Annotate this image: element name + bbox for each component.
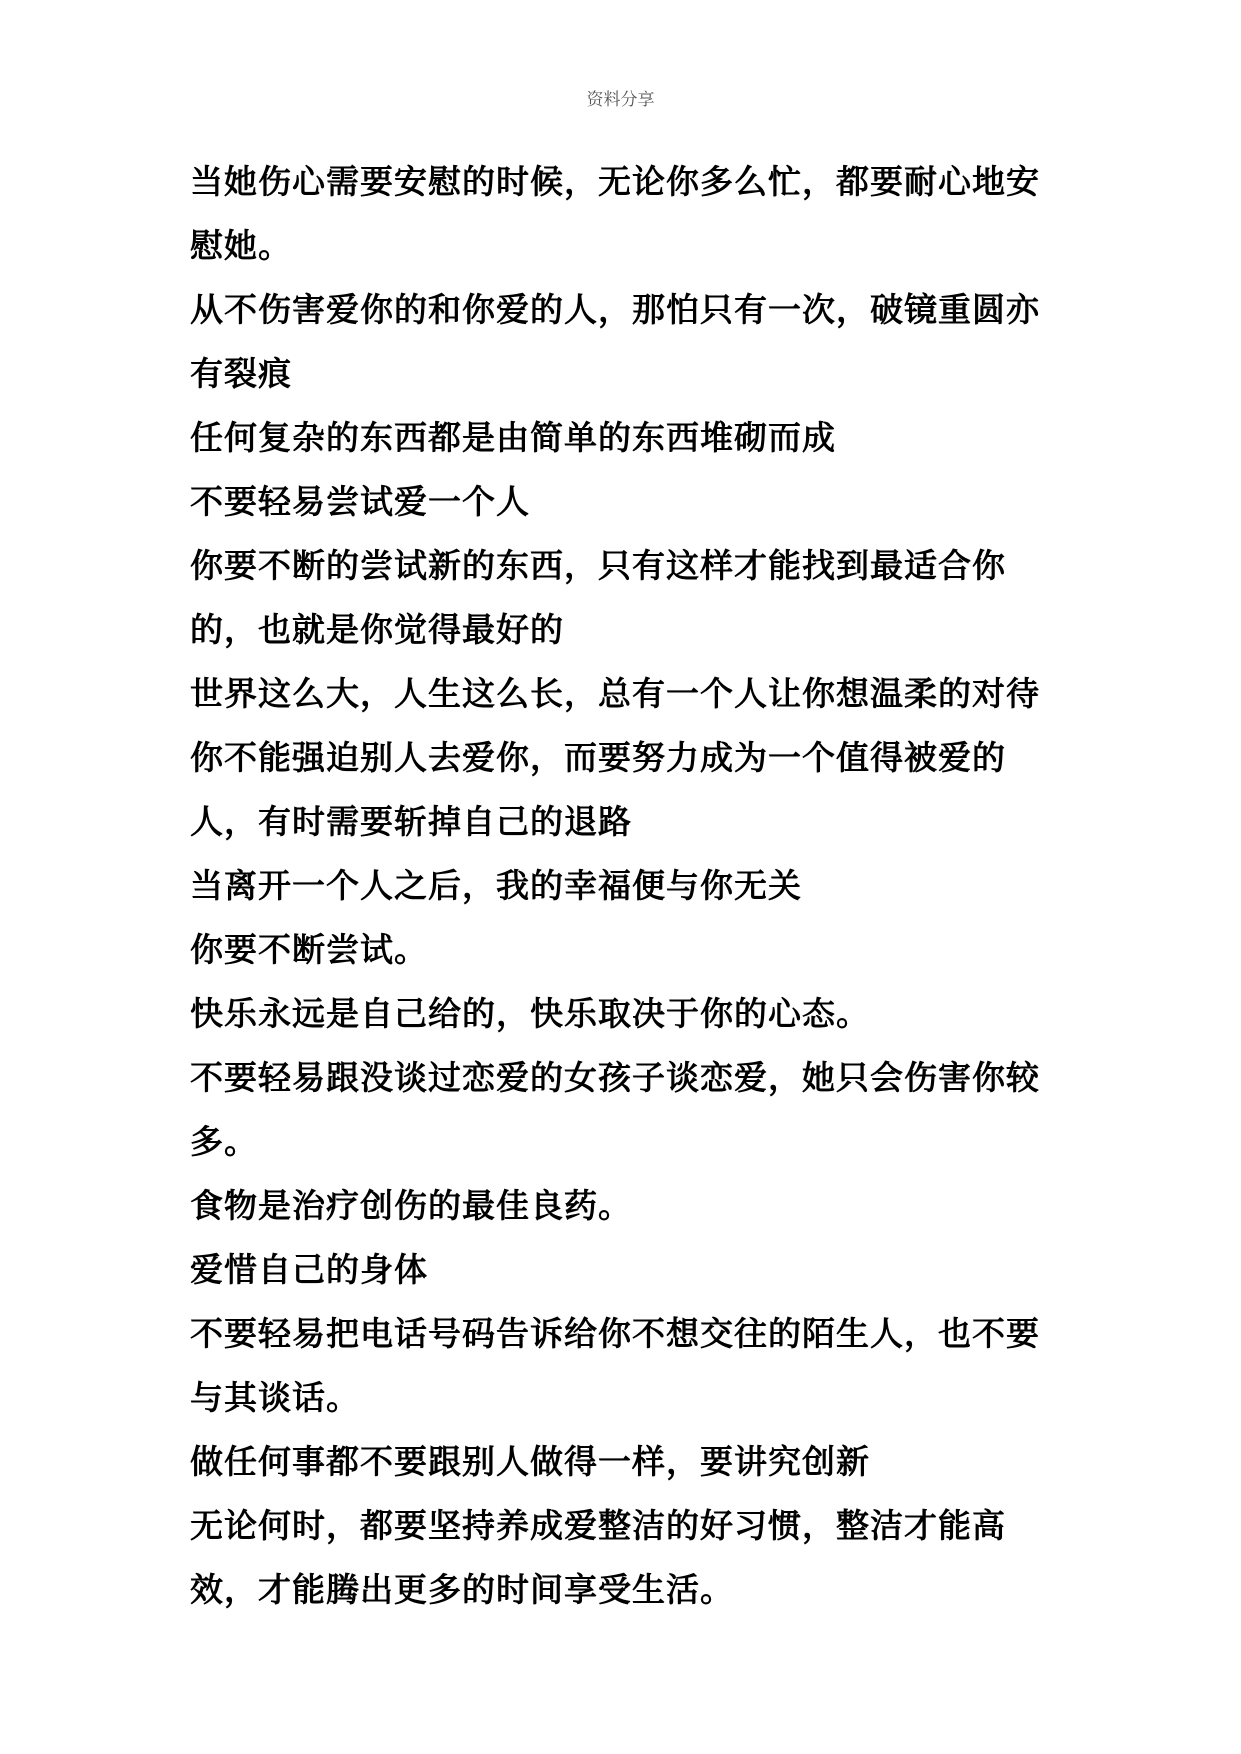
paragraph: 当离开一个人之后，我的幸福便与你无关: [190, 866, 802, 905]
paragraph: 从不伤害爱你的和你爱的人，那怕只有一次，破镜重圆亦有裂痕: [190, 290, 1040, 393]
paragraph: 爱惜自己的身体: [190, 1250, 428, 1289]
paragraph: 你要不断尝试。: [190, 930, 428, 969]
paragraph: 当她伤心需要安慰的时候，无论你多么忙，都要耐心地安慰她。: [190, 162, 1040, 265]
paragraph: 不要轻易把电话号码告诉给你不想交往的陌生人，也不要与其谈话。: [190, 1314, 1040, 1417]
paragraph: 任何复杂的东西都是由简单的东西堆砌而成: [190, 418, 836, 457]
paragraph: 快乐永远是自己给的，快乐取决于你的心态。: [190, 994, 870, 1033]
paragraph: 无论何时，都要坚持养成爱整洁的好习惯，整洁才能高效，才能腾出更多的时间享受生活。: [190, 1506, 1006, 1609]
page-header: 资料分享: [586, 90, 655, 110]
paragraph: 不要轻易尝试爱一个人: [190, 482, 530, 521]
document-body: [190, 150, 1070, 1622]
paragraph: 世界这么大，人生这么长，总有一个人让你想温柔的对待: [190, 674, 1040, 713]
paragraph: 你要不断的尝试新的东西，只有这样才能找到最适合你的，也就是你觉得最好的: [190, 546, 1006, 649]
paragraph: 做任何事都不要跟别人做得一样，要讲究创新: [190, 1442, 870, 1481]
paragraph: 不要轻易跟没谈过恋爱的女孩子谈恋爱，她只会伤害你较多。: [190, 1058, 1040, 1161]
paragraph: 食物是治疗创伤的最佳良药。: [190, 1186, 632, 1225]
paragraph: 你不能强迫别人去爱你，而要努力成为一个值得被爱的人，有时需要斩掉自己的退路: [190, 738, 1006, 841]
